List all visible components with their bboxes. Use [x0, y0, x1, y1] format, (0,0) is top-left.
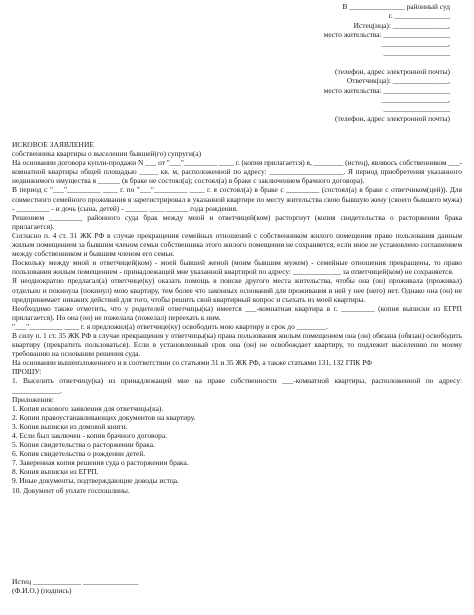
attachment-item: 9. Иные документы, подтверждающие доводы истца.: [12, 476, 179, 486]
header-line: место жительства: __________________: [323, 29, 450, 39]
claim-paragraph: Я неоднократно предлагал(а) ответчице(ку) оказать помощь в поиске другого места жительства, чтобы она (он) проживала (проживал) отдельно и покинула (покинул) мою квартиру, тем более что законных оснований для проживания в ней у нее (него) нет. Однако она (он) не предпринимает никаких действий для того, чтобы решить свой квартирный вопрос и съехать из моей квартиры.: [12, 276, 462, 304]
claim-paragraph: На основании вышеизложенного и в соответствии со статьями 31 и 35 ЖК РФ, а также статьями 131, 132 ГПК РФ: [12, 358, 372, 368]
header-line: г. _______________: [388, 11, 450, 21]
claim-body: [12, 140, 462, 495]
signature-caption: (Ф.И.О.) (подпись): [12, 586, 72, 596]
claim-paragraph: Решением _________ районного суда брак между мной и ответчицей(ком) расторгнут (копия свидетельства о расторжении брака прилагается).: [12, 212, 462, 231]
attachment-item: 8. Копия выписки из ЕГРП.: [12, 467, 99, 477]
header-line: Истец(ица): _______________,: [353, 20, 450, 30]
claim-paragraph: В период с "___"_________ ____ г. по "___"_________ ____ г. я состоял(а) в браке с _________ (состоял(а) в браке с ответчиком(цей)). Для совместного семейного проживания я зарегистрировал в указанной квартире по месту жительства свою бывшую жену (своего бывшего мужа) - _________ - и дочь (сына, детей) - ______ ____ ______ года рождения.: [12, 185, 462, 213]
claim-paragraph: Поскольку между мной и ответчицей(ком) - моей бывшей женой (моим бывшим мужем) - семейные отношения прекращены, то право пользования жилым помещением - принадлежащей мне указанной квартирой по адресу: _____________ за ответчицей(ком) не сохраняется.: [12, 258, 462, 277]
attachment-item: 3. Копия выписки из домовой книги.: [12, 421, 128, 431]
attachment-item: 1. Копия искового заявления для ответчицы(ка).: [12, 403, 164, 413]
header-line: (телефон, адрес электронной почты): [335, 113, 450, 123]
attachments-heading: Приложения:: [12, 394, 54, 404]
header-line: __________________: [383, 104, 450, 114]
request-text: 1. Выселить ответчицу(ка) из принадлежащей мне на праве собственности ___-комнатной квартиры, расположенной по адресу: _____________.: [12, 376, 462, 395]
court-addressee-block: [250, 2, 450, 123]
claim-title: ИСКОВОЕ ЗАЯВЛЕНИЕ: [12, 140, 95, 149]
signature-block: [12, 577, 312, 595]
header-line: __________________,: [381, 94, 450, 104]
header-line: __________________: [383, 48, 450, 58]
attachment-item: 2. Копии правоустанавливающих документов на квартиру.: [12, 412, 196, 422]
claim-subtitle: собственника квартиры о выселении бывшей(го) супруги(а): [12, 149, 202, 159]
claim-paragraph: Согласно п. 4 ст. 31 ЖК РФ в случае прекращения семейных отношений с собственником жилого помещения право пользования данным жилым помещением за бывшим членом семьи собственника этого жилого помещения не сохраняется, если иное не установлено соглашением между собственником и бывшим членом его семьи.: [12, 230, 462, 259]
header-line: [250, 58, 450, 67]
claim-paragraph: Необходимо также отметить, что у родителей ответчицы(ка) имеется ___-комнатная квартира в г. _________ (копия выписки из ЕГРП прилагается). Но она (он) не пожелала (пожелал) переехать к ним.: [12, 303, 462, 322]
signature-line: Истец _____________ _______________: [12, 577, 139, 586]
attachment-item: 10. Документ об уплате госпошлины.: [12, 485, 130, 495]
header-line: (телефон, адрес электронной почты): [335, 67, 450, 77]
attachment-item: 5. Копия свидетельства о расторжении брака.: [12, 440, 155, 450]
claim-paragraph: На основании договора купли-продажи N ___ от "___"_________ ____ г. (копия прилагается) я, ________ (истец), являюсь собственником ___-комнатной квартиры общей площадью _____ кв. м, расположенной по адресу: ____________________. Я период приобретения указанного недвижимого имущества я ______ (в браке не состоял(а); состоял(а) в браке с заключением брачного договора).: [12, 158, 462, 186]
header-line: __________________,: [381, 39, 450, 49]
header-line: Ответчик(ца): _______________,: [346, 76, 450, 86]
attachment-item: 6. Копия свидетельства о рождении детей.: [12, 449, 146, 459]
header-line: место жительства: __________________: [323, 85, 450, 95]
attachment-item: 4. Если был заключен - копия брачного договора.: [12, 431, 167, 440]
claim-paragraph: "___"_________ ____ г. я предложил(а) ответчице(ку) освободить мою квартиру в срок до ________.: [12, 321, 329, 331]
request-heading: ПРОШУ:: [12, 367, 42, 377]
attachment-item: 7. Заверенная копия решения суда о расторжении брака.: [12, 458, 189, 468]
claim-paragraph: В силу п. 1 ст. 35 ЖК РФ в случае прекращения у ответчицы(ка) права пользования жилым помещением она (он) обязана (обязан) освободить квартиру (прекратить пользоваться). Если в установленный срок она (он) не освобождает квартиру, то подлежит выселению по моему требованию на основании решения суда.: [12, 330, 462, 359]
header-line: В _______________ районный суд: [342, 2, 450, 11]
